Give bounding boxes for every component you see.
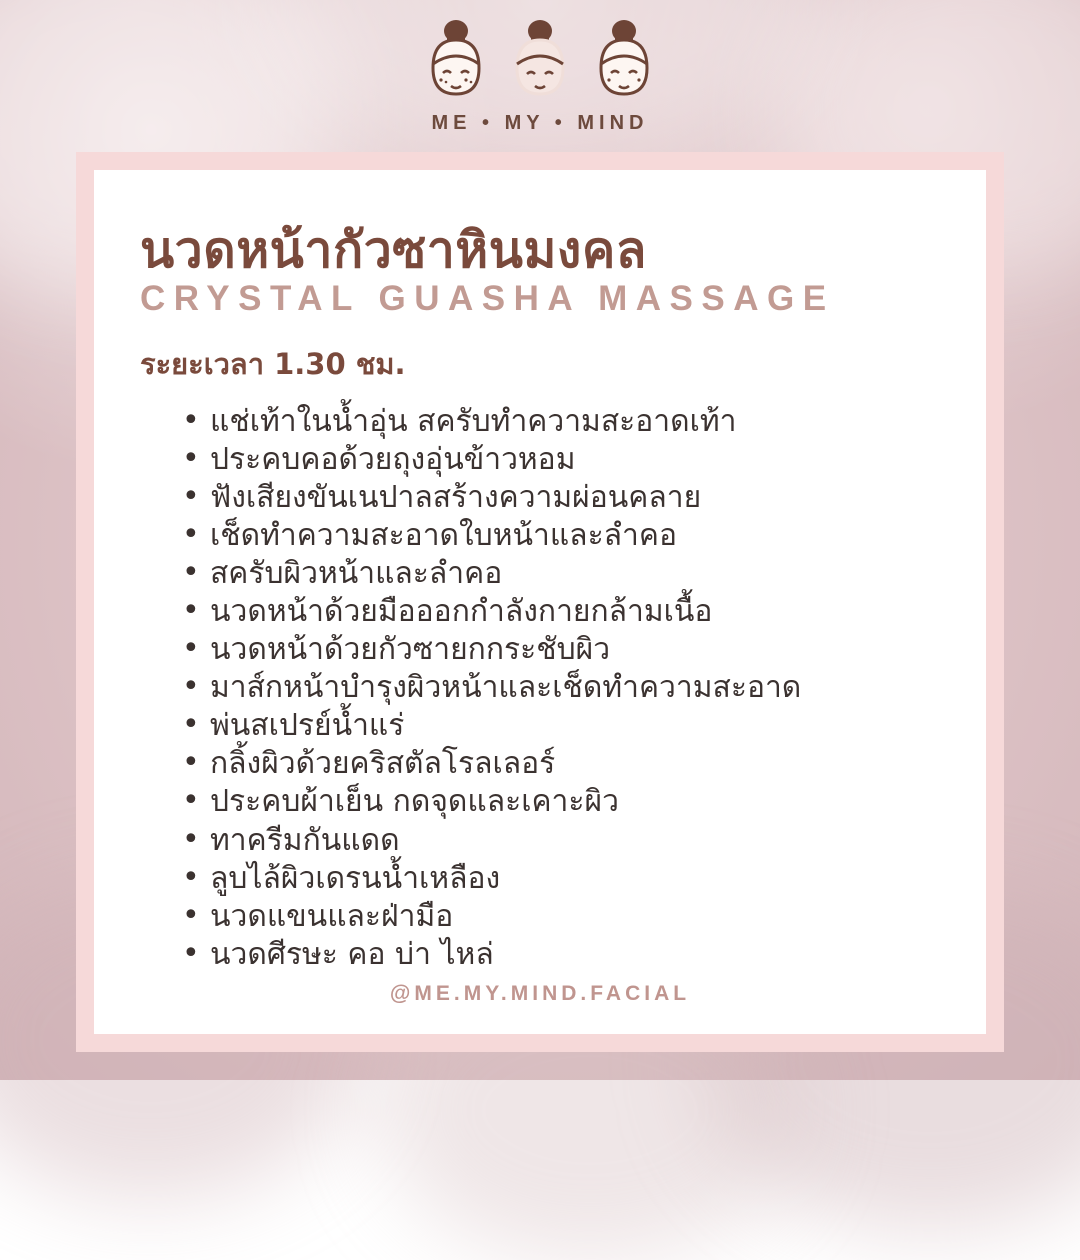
page-title-thai: นวดหน้ากัวซาหินมงคล: [140, 221, 647, 279]
page-title-english: CRYSTAL GUASHA MASSAGE: [140, 278, 835, 318]
list-item: • ลูบไล้ผิวเดรนน้ำเหลือง: [182, 860, 940, 898]
duration-label: ระยะเวลา 1.30 ชม.: [140, 346, 406, 381]
list-item: • พ่นสเปรย์น้ำแร่: [182, 707, 940, 745]
list-item: • ทาครีมกันแดด: [182, 822, 940, 860]
list-item: • เช็ดทำความสะอาดใบหน้าและลำคอ: [182, 517, 940, 555]
list-item: • มาส์กหน้าบำรุงผิวหน้าและเช็ดทำความสะอาด: [182, 669, 940, 707]
list-item: • ประคบคอด้วยถุงอุ่นข้าวหอม: [182, 441, 940, 479]
content-card-inner: [94, 170, 986, 1034]
list-item: • นวดหน้าด้วยกัวซายกกระชับผิว: [182, 631, 940, 669]
face-outline-icon: [417, 18, 495, 110]
list-item: • นวดแขนและฝ่ามือ: [182, 898, 940, 936]
content-card: [76, 152, 1004, 1052]
three-female-faces-icon: [417, 18, 663, 110]
face-outline-icon: [585, 18, 663, 110]
list-item: • กลิ้งผิวด้วยคริสตัลโรลเลอร์: [182, 745, 940, 783]
list-item: • นวดหน้าด้วยมือออกกำลังกายกล้ามเนื้อ: [182, 593, 940, 631]
brand-name: ME • MY • MIND: [431, 112, 649, 134]
face-light-icon: [501, 18, 579, 110]
list-item: • ประคบผ้าเย็น กดจุดและเคาะผิว: [182, 783, 940, 821]
brand-logo: [0, 18, 1080, 144]
steps-list: [140, 403, 940, 974]
list-item: • นวดศีรษะ คอ บ่า ไหล่: [182, 936, 940, 974]
social-handle: @ME.MY.MIND.FACIAL: [389, 981, 691, 1005]
list-item: • ฟังเสียงขันเนปาลสร้างความผ่อนคลาย: [182, 479, 940, 517]
list-item: • แช่เท้าในน้ำอุ่น สครับทำความสะอาดเท้า: [182, 403, 940, 441]
list-item: • สครับผิวหน้าและลำคอ: [182, 555, 940, 593]
